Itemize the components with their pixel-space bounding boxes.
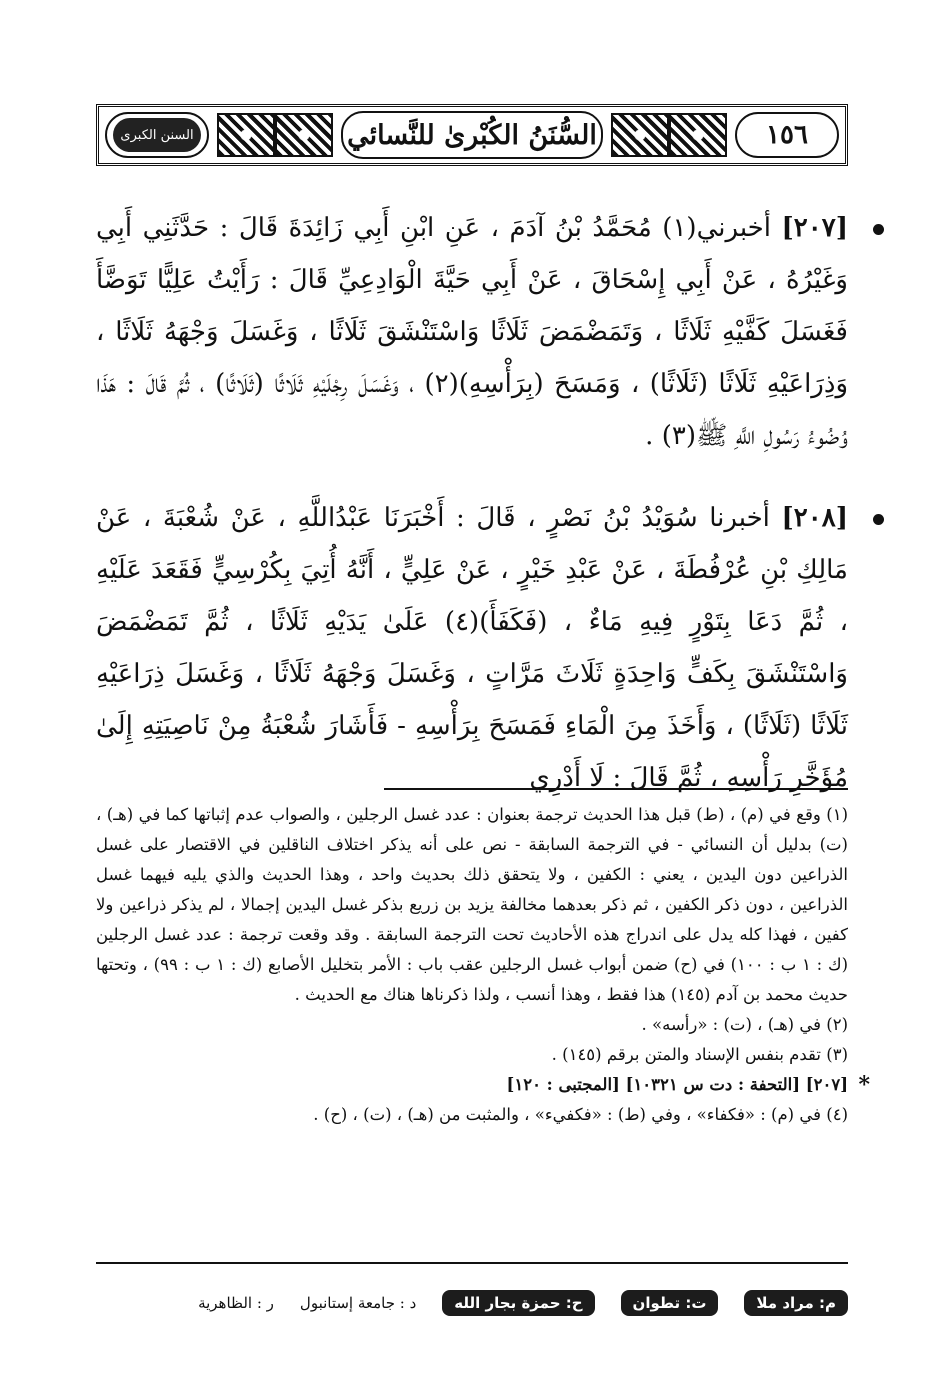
footnote-text: وقع في (م) ، (ط) قبل هذا الحديث ترجمة بعنوان : عدد غسل الرجلين ، والصواب عدم إثباتها كما في (هـ) ، (ت) بدليل أن النسائي - في الترجمة السابقة - نص على أنه يذكر اختلاف الناقلين في الاقتصار على غسل الذراعين دون اليدين ، يعني : الكفين ، ولا يتحقق ذلك بحديث واحد ، وهذا الحديث والذي يليه فيهما غسل الذراعين ، دون ذكر الكفين ، ثم ذكر بعدهما مخالفة يزيد بن زريع بذكر غسل اليدين إجمالا ، لم يذكر ذراعين ولا كفين ، فهذا كله يدل على اندراج هذه الأحاديث تحت الترجمة السابقة . وقد وقعت ترجمة : عدد غسل الرجلين (ك : ١ ب : ١٠٠) في (ح) ضمن أبواب غسل الرجلين عقب باب : الأمر بتخليل الأصابع (ك : ١ ب : ٩٩) ، وتحتها حديث محمد بن آدم (١٤٥) هذا فقط ، وهذا أنسب ، ولذا ذكرناها هناك مع الحديث . — [96, 805, 849, 1004]
footnote-text: تقدم بنفس الإسناد والمتن برقم (١٤٥) . — [551, 1045, 821, 1064]
manuscript-legend — [96, 1286, 848, 1320]
page-number-frame — [735, 112, 839, 158]
bullet-icon — [873, 224, 884, 235]
ornament-icon — [611, 113, 669, 157]
hadith-207 — [96, 202, 848, 462]
legend-divider — [96, 1262, 848, 1264]
footnotes — [96, 800, 870, 1130]
page-number: ١٥٦ — [766, 120, 808, 150]
footnote-text: في (م) : «فكفاء» ، وفي (ط) : «فكفيء» ، والمثبت من (هـ) ، (ت) ، (ح) . — [313, 1105, 821, 1124]
book-title: السُّنَنُ الكُبْرىٰ للنَّسائي — [341, 111, 603, 159]
book-seal — [105, 112, 209, 158]
footnote-divider — [384, 788, 848, 790]
hadith-text: أخبرنا سُوَيْدُ بْنُ نَصْرٍ ، قَالَ : أَخْبَرَنَا عَبْدُاللَّهِ ، عَنْ شُعْبَةَ ، عَنْ مَالِكِ بْنِ عُرْفُطَةَ ، عَنْ عَبْدِ خَيْرٍ ، عَنْ عَلِيٍّ ، أَنَّهُ أُتِيَ بِكُرْسِيٍّ فَقَعَدَ عَلَيْهِ ، ثُمَّ دَعَا بِتَوْرٍ فِيهِ مَاءٌ ، (فَكَفَأَ)(٤) عَلَىٰ يَدَيْهِ ثَلَاثًا ، ثُمَّ تَمَضْمَضَ وَاسْتَنْشَقَ بِكَفٍّ وَاحِدَةٍ ثَلَاثَ مَرَّاتٍ ، وَغَسَلَ وَجْهَهُ ثَلَاثًا ، وَغَسَلَ ذِرَاعَيْهِ ثَلَاثًا (ثَلَاثًا) ، وَأَخَذَ مِنَ الْمَاءِ فَمَسَحَ بِرَأْسِهِ - فَأَشَارَ شُعْبَةُ مِنْ نَاصِيَتِهِ إِلَىٰ مُؤَخَّرِ رَأْسِهِ ، ثُمَّ قَالَ : لَا أَدْرِي — [96, 503, 848, 793]
hadith-number: [٢٠٨] — [781, 503, 849, 533]
legend-item-h: ح: حمزة بجار الله — [442, 1290, 594, 1316]
bullet-icon — [873, 514, 884, 525]
footnote-label: (١) — [826, 805, 848, 824]
footnote-1 — [96, 800, 848, 1010]
legend-item-m: م: مراد ملا — [744, 1290, 848, 1316]
main-text — [96, 202, 848, 804]
footnote-2 — [96, 1010, 848, 1040]
footnote-label: (٤) — [826, 1105, 848, 1124]
footnote-label: (٢) — [826, 1015, 848, 1034]
hadith-number: [٢٠٧] — [781, 213, 849, 243]
reference-line — [96, 1070, 870, 1100]
legend-item-r: ر : الظاهرية — [198, 1294, 274, 1312]
reference-text: [٢٠٧] [التحفة : دت س ١٠٣٢١] [المجتبى : ١٢٠] — [506, 1075, 848, 1094]
footnote-4 — [96, 1100, 848, 1130]
hadith-208 — [96, 492, 848, 804]
footnote-label: (٣) — [826, 1045, 848, 1064]
ornament-icon — [217, 113, 275, 157]
book-seal-text: السنن الكبرى — [113, 118, 201, 152]
footnote-3 — [96, 1040, 848, 1070]
hadith-text: أخبرني(١) مُحَمَّدُ بْنُ آدَمَ ، عَنِ ابْنِ أَبِي زَائِدَةَ قَالَ : حَدَّثَنِي أَبِي وَغَيْرُهُ ، عَنْ أَبِي إِسْحَاقَ ، عَنْ أَبِي حَيَّةَ الْوَادِعِيِّ قَالَ : رَأَيْتُ عَلِيًّا تَوَضَّأَ فَغَسَلَ كَفَّيْهِ ثَلَاثًا ، وَتَمَضْمَضَ ثَلَاثًا وَاسْتَنْشَقَ ثَلَاثًا ، وَغَسَلَ وَجْهَهُ ثَلَاثًا ، وَذِرَاعَيْهِ ثَلَاثًا (ثَلَاثًا) ، وَمَسَحَ (بِرَأْسِهِ)(٢) ، وَغَسَلَ رِجْلَيْهِ ثَلَاثًا (ثَلَاثًا) ، ثُمَّ قَالَ : هَذَا وُضُوءُ رَسُولِ اللَّهِ ﷺ(٣) . — [96, 213, 848, 451]
legend-item-t: ت: تطوان — [621, 1290, 719, 1316]
asterisk-icon: * — [858, 1072, 870, 1098]
ornament-icon — [275, 113, 333, 157]
page-header — [96, 104, 848, 166]
ornament-icon — [669, 113, 727, 157]
legend-item-d: د : جامعة إستانبول — [299, 1294, 417, 1312]
footnote-text: في (هـ) ، (ت) : «رأسه» . — [641, 1015, 821, 1034]
